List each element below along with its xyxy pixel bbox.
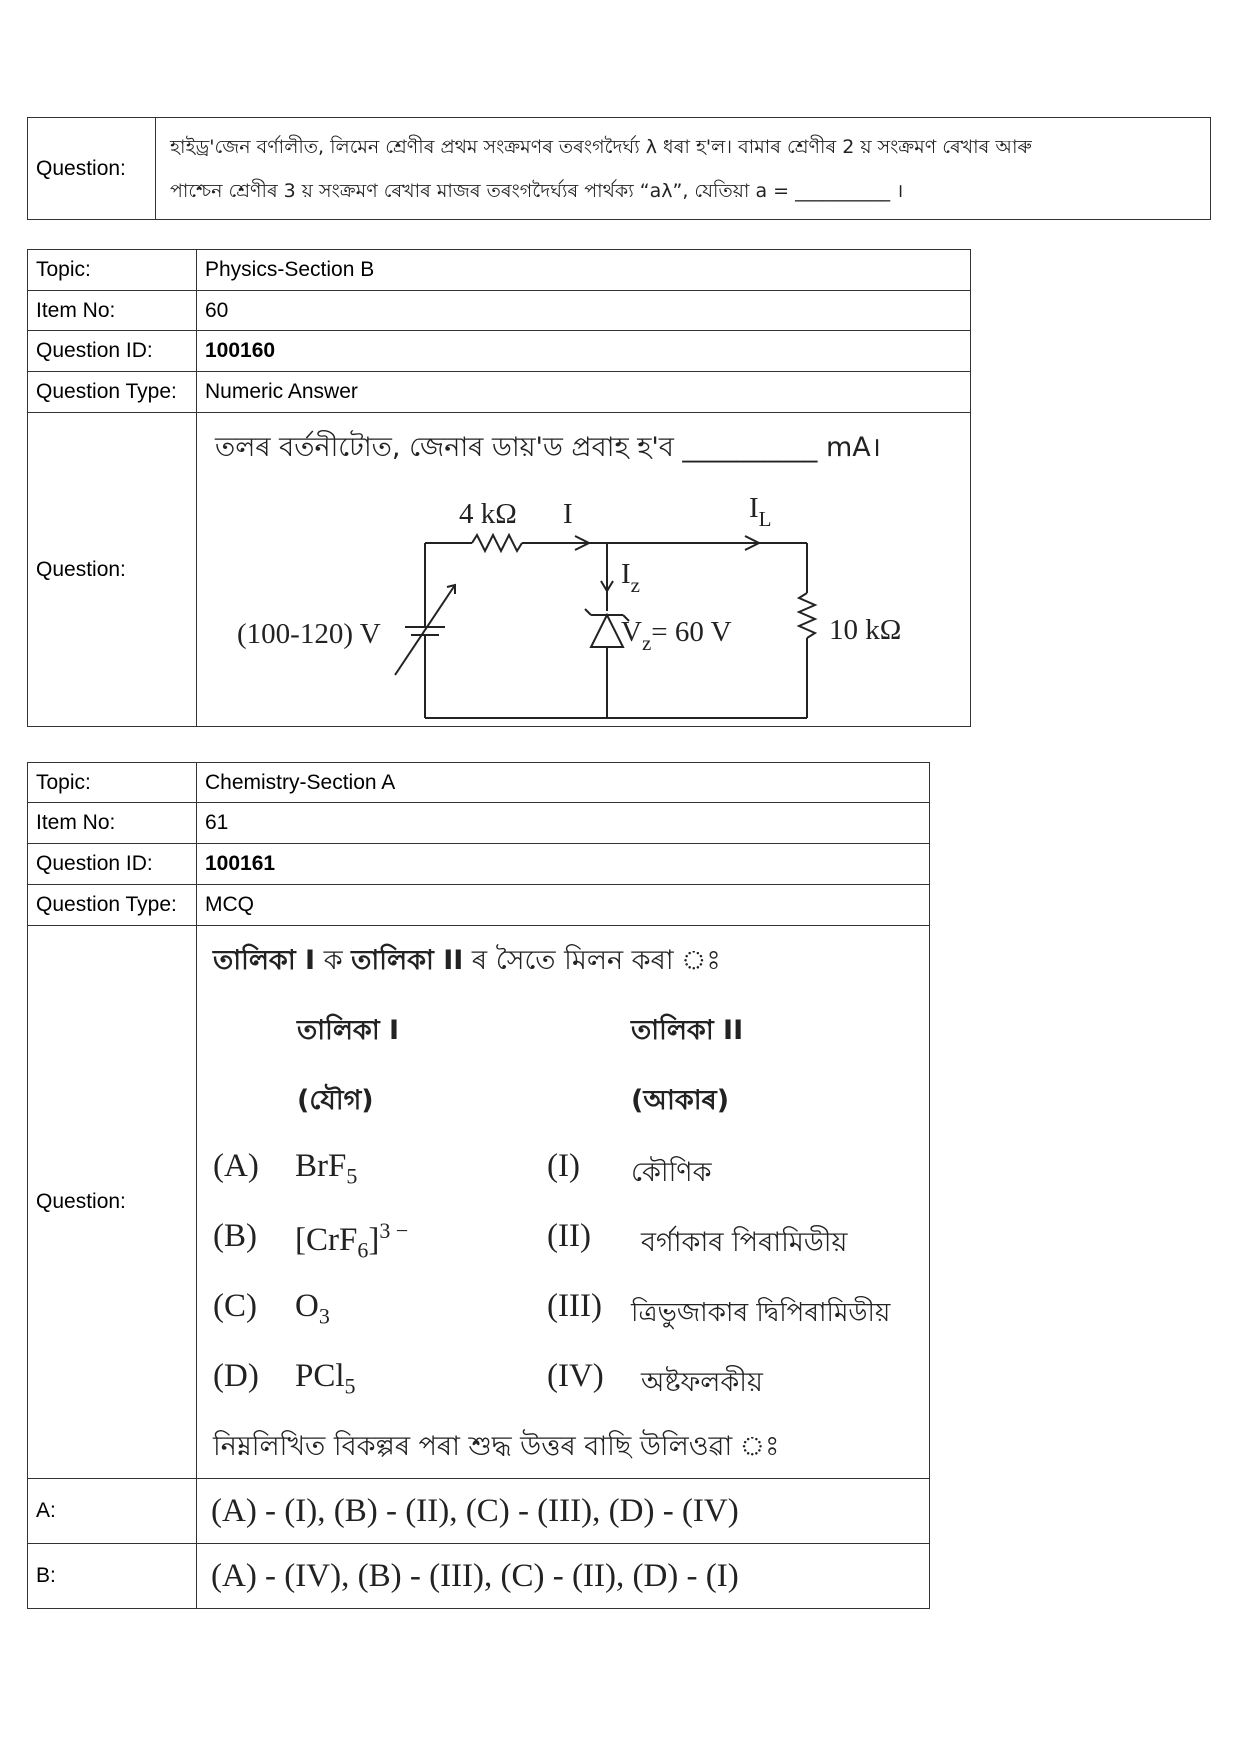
row-shape: অষ্টফলকীয়	[641, 1367, 763, 1398]
list-2-ref: তালিকা II	[351, 945, 464, 976]
list-1-ref: তালিকা I	[213, 945, 316, 976]
row-compound	[295, 1218, 408, 1264]
zener-voltage-value: = 60 V	[651, 616, 732, 648]
topic-label: Topic:	[28, 763, 197, 803]
row-compound	[295, 1148, 357, 1190]
list-2-subheading: (আকাৰ)	[631, 1085, 730, 1116]
item-no-value: 61	[197, 803, 930, 844]
zener-voltage-label	[621, 616, 732, 655]
row-shape: ত্ৰিভুজাকাৰ দ্বিপিৰামিডীয়	[631, 1298, 891, 1328]
list-2-heading: তালিকা II	[631, 1015, 744, 1046]
match-row	[197, 1288, 937, 1348]
zener-current-subscript: z	[630, 573, 640, 597]
source-voltage-label: (100-120) V	[237, 618, 381, 650]
compound-superscript: 3 −	[379, 1218, 409, 1243]
answer-instruction: নিম্নলিখিত বিকল্পৰ পৰা শুদ্ধ উত্তৰ বাছি উলিওৱা ঃ	[213, 1431, 780, 1462]
option-a-label: A:	[28, 1479, 197, 1544]
compound-base: BrF	[295, 1148, 347, 1184]
topic-value: Chemistry-Section A	[197, 763, 930, 803]
zener-voltage-symbol: V	[621, 616, 642, 648]
question-id-bold: 100160	[205, 339, 276, 362]
topic-value: Physics-Section B	[197, 250, 971, 291]
compound-subscript: 5	[344, 1373, 356, 1399]
zener-current-label	[621, 558, 640, 597]
current-i-label: I	[563, 498, 573, 530]
compound-base: PCl	[295, 1358, 345, 1394]
zener-voltage-subscript: z	[641, 631, 652, 655]
zener-current-symbol: I	[621, 558, 631, 590]
question-text: তলৰ বৰ্তনীটোত, জেনাৰ ডায়'ড প্ৰবাহ হ'ব __________ mA।	[215, 432, 882, 463]
row-letter: (C)	[213, 1288, 257, 1324]
question-id-value	[197, 844, 930, 885]
row-shape: বৰ্গাকাৰ পিৰামিডীয়	[641, 1227, 848, 1258]
match-instruction	[213, 940, 721, 985]
list-1-subheading: (যৌগ)	[297, 1085, 374, 1116]
question-body	[197, 926, 930, 1479]
load-current-label	[749, 492, 772, 531]
question-type-value: Numeric Answer	[197, 372, 971, 413]
option-a-text: (A) - (I), (B) - (II), (C) - (III), (D) - (IV)	[197, 1479, 930, 1544]
question-id-label: Question ID:	[28, 844, 197, 885]
compound-bracket: ]	[368, 1222, 380, 1258]
row-compound	[295, 1358, 356, 1400]
resistor-4k-label: 4 kΩ	[459, 498, 517, 530]
compound-base: [CrF	[295, 1222, 358, 1258]
question-text	[156, 118, 1211, 220]
zener-circuit-diagram	[197, 413, 977, 725]
question-type-label: Question Type:	[28, 885, 197, 926]
match-row	[197, 1218, 937, 1278]
row-numeral: (I)	[547, 1148, 580, 1184]
question-type-label: Question Type:	[28, 372, 197, 413]
row-letter: (A)	[213, 1148, 259, 1184]
load-current-symbol: I	[749, 492, 759, 524]
row-numeral: (IV)	[547, 1358, 604, 1394]
load-current-subscript: L	[758, 507, 772, 531]
compound-subscript: 6	[357, 1237, 369, 1263]
item-no-value: 60	[197, 291, 971, 331]
question-label: Question:	[28, 926, 197, 1479]
question-60-table	[27, 249, 971, 727]
topic-label: Topic:	[28, 250, 197, 291]
load-resistor-label: 10 kΩ	[829, 614, 902, 646]
match-row	[197, 1148, 937, 1208]
question-line-1: হাইড্ৰ'জেন বৰ্ণালীত, লিমেন শ্ৰেণীৰ প্ৰথম সংক্ৰমণৰ তৰংগদৈৰ্ঘ্য λ ধৰা হ'ল। বামাৰ শ্ৰেণীৰ 2 য় সংক্ৰমণ ৰেখাৰ আৰু	[170, 135, 1032, 158]
question-body	[197, 413, 971, 727]
question-id-bold: 100161	[205, 852, 276, 875]
question-59-table	[27, 117, 1211, 220]
row-shape: কৌণিক	[631, 1157, 712, 1188]
item-no-label: Item No:	[28, 291, 197, 331]
question-id-value	[197, 331, 971, 372]
question-id-label: Question ID:	[28, 331, 197, 372]
option-b-label: B:	[28, 1544, 197, 1609]
compound-subscript: 5	[346, 1163, 358, 1189]
row-numeral: (III)	[547, 1288, 602, 1324]
question-label: Question:	[28, 118, 156, 220]
compound-base: O	[295, 1288, 319, 1324]
instruction-end: ৰ সৈতে মিলন কৰা ঃ	[463, 945, 721, 976]
question-type-value: MCQ	[197, 885, 930, 926]
question-label: Question:	[28, 413, 197, 727]
item-no-label: Item No:	[28, 803, 197, 844]
row-numeral: (II)	[547, 1218, 591, 1254]
row-compound	[295, 1288, 330, 1330]
question-line-2: পাশ্চেন শ্ৰেণীৰ 3 য় সংক্ৰমণ ৰেখাৰ মাজৰ তৰংগদৈৰ্ঘ্যৰ পাৰ্থক্য “aλ”, যেতিয়া a = __________ ।	[170, 179, 904, 202]
option-b-text: (A) - (IV), (B) - (III), (C) - (II), (D) - (I)	[197, 1544, 930, 1609]
compound-subscript: 3	[318, 1303, 330, 1329]
match-row	[197, 1358, 937, 1418]
list-1-heading: তালিকা I	[297, 1015, 400, 1046]
row-letter: (B)	[213, 1218, 257, 1254]
instruction-connector: ক	[315, 945, 352, 976]
question-61-table	[27, 762, 930, 1609]
row-letter: (D)	[213, 1358, 259, 1394]
